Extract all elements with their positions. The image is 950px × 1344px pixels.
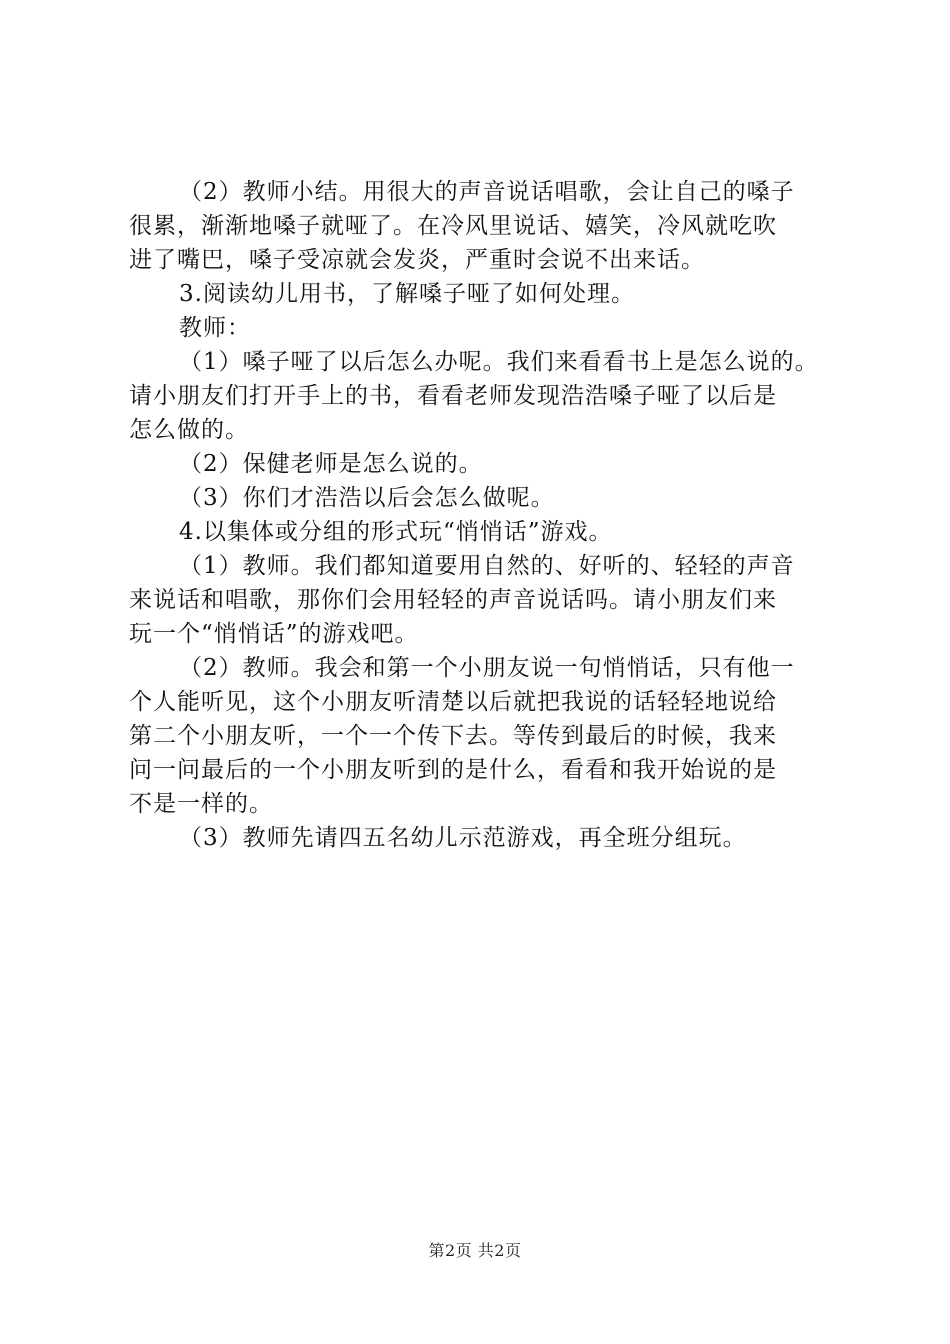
text-line: 来说话和唱歌，那你们会用轻轻的声音说话吗。请小朋友们来 [129, 587, 777, 613]
paragraph-teacher-summary [129, 175, 839, 277]
paragraph-game-3 [129, 821, 839, 855]
document-body [129, 175, 839, 855]
paragraph-step-4 [129, 515, 839, 549]
text-line: 教师： [179, 315, 251, 341]
text-line: 问一问最后的一个小朋友听到的是什么，看看和我开始说的是 [129, 757, 777, 783]
text-line: 3.阅读幼儿用书，了解嗓子哑了如何处理。 [179, 281, 635, 307]
text-line: （2）教师小结。用很大的声音说话唱歌，会让自己的嗓子 [179, 179, 795, 205]
text-line: （3）教师先请四五名幼儿示范游戏，再全班分组玩。 [179, 825, 747, 851]
page-number-footer: 第2页 共2页 [428, 1241, 522, 1260]
text-line: 玩一个“悄悄话”的游戏吧。 [129, 621, 419, 647]
text-line: （2）教师。我会和第一个小朋友说一句悄悄话，只有他一 [179, 655, 795, 681]
text-line: 第二个小朋友听，一个一个传下去。等传到最后的时候，我来 [129, 723, 777, 749]
text-line: 不是一样的。 [129, 791, 273, 817]
paragraph-question-3 [129, 481, 839, 515]
text-line: 请小朋友们打开手上的书，看看老师发现浩浩嗓子哑了以后是 [129, 383, 777, 409]
text-line: 个人能听见，这个小朋友听清楚以后就把我说的话轻轻地说给 [129, 689, 777, 715]
paragraph-step-3 [129, 277, 839, 311]
text-line: （1）嗓子哑了以后怎么办呢。我们来看看书上是怎么说的。 [179, 349, 819, 375]
text-line: （2）保健老师是怎么说的。 [179, 451, 483, 477]
text-line: 进了嘴巴，嗓子受凉就会发炎，严重时会说不出来话。 [129, 247, 705, 273]
text-line: （1）教师。我们都知道要用自然的、好听的、轻轻的声音 [179, 553, 795, 579]
text-line: 很累，渐渐地嗓子就哑了。在冷风里说话、嬉笑，冷风就吃吹 [129, 213, 777, 239]
paragraph-game-1 [129, 549, 839, 651]
paragraph-game-2 [129, 651, 839, 821]
text-line: 怎么做的。 [129, 417, 249, 443]
text-line: 4.以集体或分组的形式玩“悄悄话”游戏。 [179, 519, 613, 545]
text-line: （3）你们才浩浩以后会怎么做呢。 [179, 485, 555, 511]
paragraph-teacher-label [129, 311, 839, 345]
paragraph-question-1 [129, 345, 839, 447]
paragraph-question-2 [129, 447, 839, 481]
